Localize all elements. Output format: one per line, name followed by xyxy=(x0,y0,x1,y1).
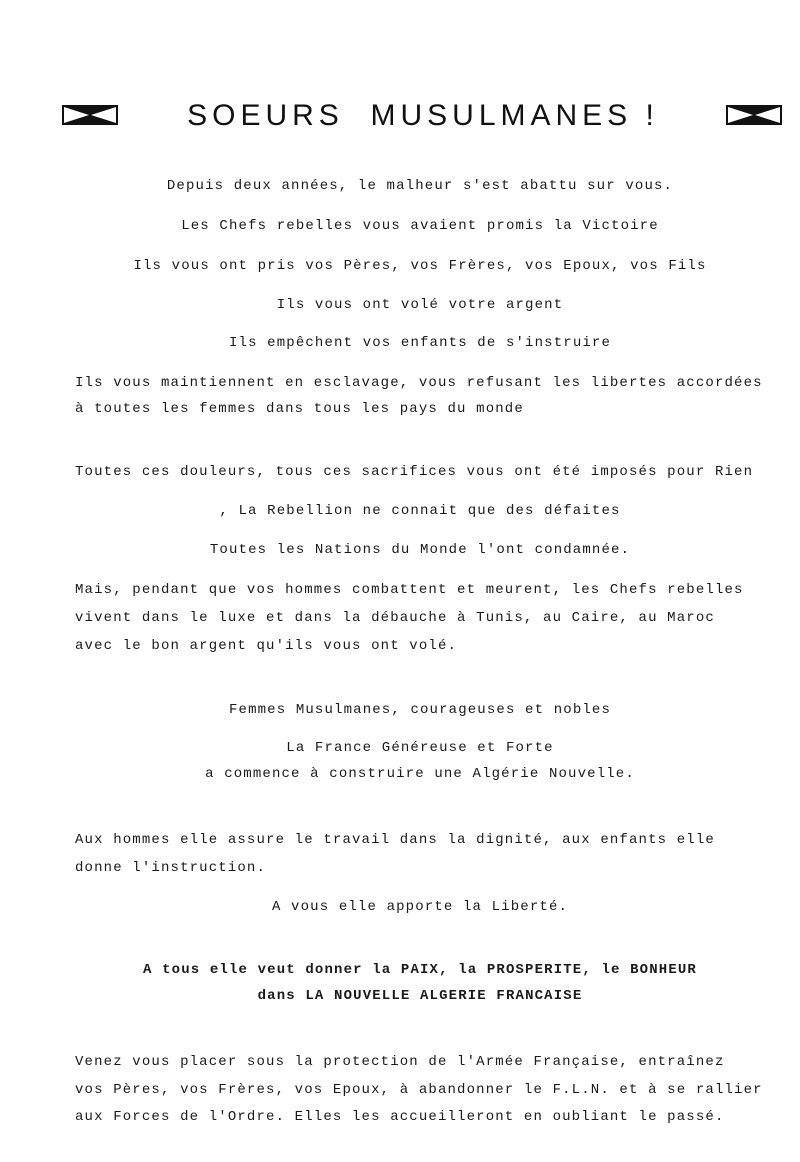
women-line: Femmes Musulmanes, courageuses et nobles xyxy=(228,702,612,718)
bowtie-icon xyxy=(726,104,782,126)
bowtie-icon xyxy=(62,104,118,126)
intro-line-2: Les Chefs rebelles vous avaient promis la Victoire xyxy=(181,218,659,234)
defeats-line: , La Rebellion ne connait que des défaites xyxy=(219,503,621,519)
condemned-line: Toutes les Nations du Monde l'ont condamnée. xyxy=(209,542,631,558)
luxury-line-1: Mais, pendant que vos hommes combattent et meurent, les Chefs rebelles xyxy=(75,582,744,598)
intro-line-5: Ils empêchent vos enfants de s'instruire xyxy=(228,335,612,351)
luxury-line-2: vivent dans le luxe et dans la débauche à Tunis, au Caire, au Maroc xyxy=(75,610,715,626)
intro-line-1: Depuis deux années, le malheur s'est abattu sur vous. xyxy=(166,178,674,194)
france-line-2: a commence à construire une Algérie Nouvelle. xyxy=(205,766,635,782)
luxury-line-3: avec le bon argent qu'ils vous ont volé. xyxy=(75,638,458,654)
page-title: SOEURS MUSULMANES ! xyxy=(187,99,659,132)
slavery-line-2: à toutes les femmes dans tous les pays du monde xyxy=(75,401,524,417)
peace-line-2: dans LA NOUVELLE ALGERIE FRANCAISE xyxy=(257,988,583,1004)
liberty-line: A vous elle apporte la Liberté. xyxy=(271,899,569,915)
work-line-2: donne l'instruction. xyxy=(75,860,267,876)
title-row xyxy=(62,97,782,137)
closing-line-2: vos Pères, vos Frères, vos Epoux, à abandonner le F.L.N. et à se rallier xyxy=(75,1082,763,1098)
intro-line-3: Ils vous ont pris vos Pères, vos Frères, vos Epoux, vos Fils xyxy=(133,258,707,274)
work-line-1: Aux hommes elle assure le travail dans la dignité, aux enfants elle xyxy=(75,832,715,848)
intro-line-4: Ils vous ont volé votre argent xyxy=(276,297,564,313)
slavery-line-1: Ils vous maintiennent en esclavage, vous refusant les libertes accordées xyxy=(75,375,763,391)
closing-line-1: Venez vous placer sous la protection de l'Armée Française, entraînez xyxy=(75,1054,725,1070)
peace-line-1: A tous elle veut donner la PAIX, la PROSPERITE, le BONHEUR xyxy=(143,962,697,978)
closing-line-3: aux Forces de l'Ordre. Elles les accueilleront en oubliant le passé. xyxy=(75,1109,725,1125)
france-line-1: La France Généreuse et Forte xyxy=(286,740,554,756)
sacrifices-line: Toutes ces douleurs, tous ces sacrifices vous ont été imposés pour Rien xyxy=(75,464,754,480)
